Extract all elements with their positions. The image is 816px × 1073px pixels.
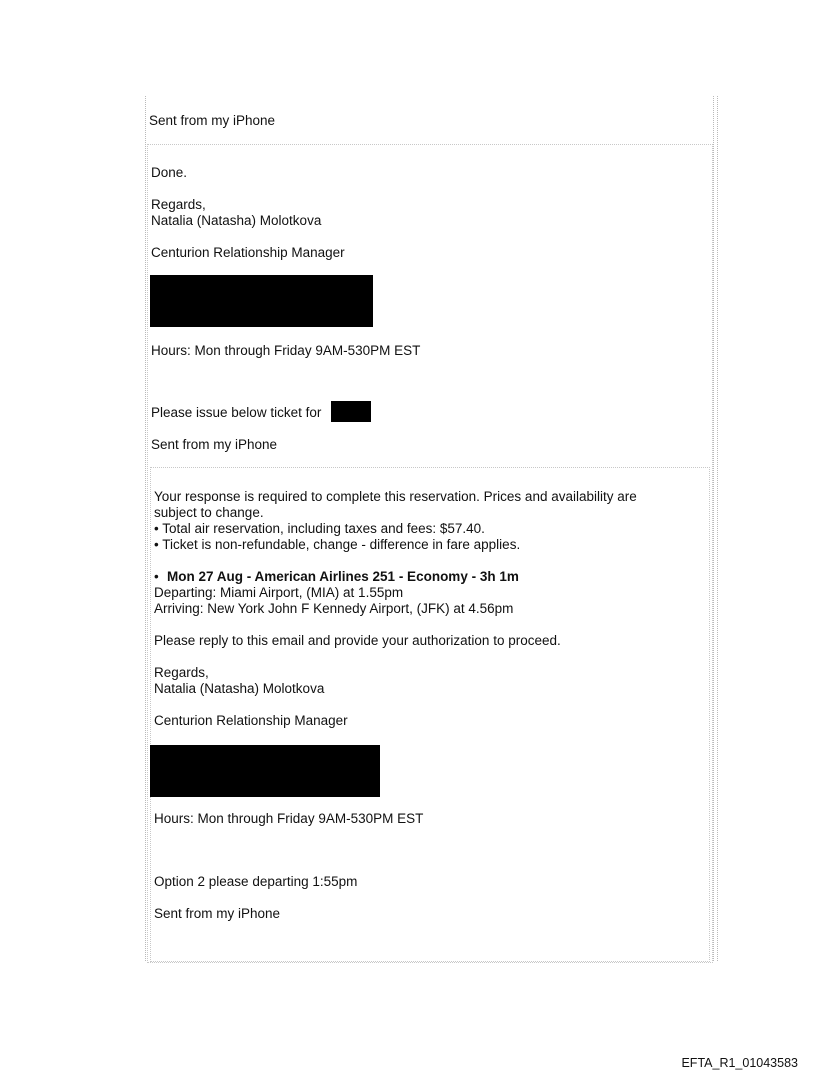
thread-border-right-outer [717, 96, 718, 961]
redacted-block [150, 275, 373, 327]
reply-hours: Hours: Mon through Friday 9AM-530PM EST [151, 343, 421, 358]
thread-border-right [713, 96, 714, 961]
thread-border-left [145, 96, 146, 961]
quote-ticket-bullet: • Ticket is non-refundable, change - difference in fare applies. [154, 537, 521, 552]
reply-regards: Regards, [151, 197, 206, 212]
document-id: EFTA_R1_01043583 [681, 1056, 798, 1070]
option-text: Option 2 please departing 1:55pm [154, 874, 358, 889]
flight-bullet: • [154, 569, 159, 584]
quote-signature-title: Centurion Relationship Manager [154, 713, 348, 728]
quote-hours: Hours: Mon through Friday 9AM-530PM EST [154, 811, 424, 826]
quote-regards: Regards, [154, 665, 209, 680]
flight-departing: Departing: Miami Airport, (MIA) at 1.55pm [154, 585, 404, 600]
flight-summary: Mon 27 Aug - American Airlines 251 - Economy - 3h 1m [167, 569, 519, 584]
quote-intro-line-1: Your response is required to complete this reservation. Prices and availability are [154, 489, 637, 504]
redacted-block [150, 745, 380, 797]
reply-done: Done. [151, 165, 188, 180]
request-sent-from-iphone: Sent from my iPhone [151, 437, 278, 452]
request-text: Please issue below ticket for [151, 405, 322, 420]
flight-arriving: Arriving: New York John F Kennedy Airport, (JFK) at 4.56pm [154, 601, 514, 616]
redacted-name [331, 401, 371, 422]
quote-intro-line-2: subject to change. [154, 505, 264, 520]
sent-from-iphone: Sent from my iPhone [149, 113, 276, 128]
reply-signature-title: Centurion Relationship Manager [151, 245, 345, 260]
option-sent-from-iphone: Sent from my iPhone [154, 906, 281, 921]
quote-signature-name: Natalia (Natasha) Molotkova [154, 681, 325, 696]
reply-signature-name: Natalia (Natasha) Molotkova [151, 213, 322, 228]
quote-reply-request: Please reply to this email and provide your authorization to proceed. [154, 633, 561, 648]
quote-total-bullet: • Total air reservation, including taxes and fees: $57.40. [154, 521, 485, 536]
